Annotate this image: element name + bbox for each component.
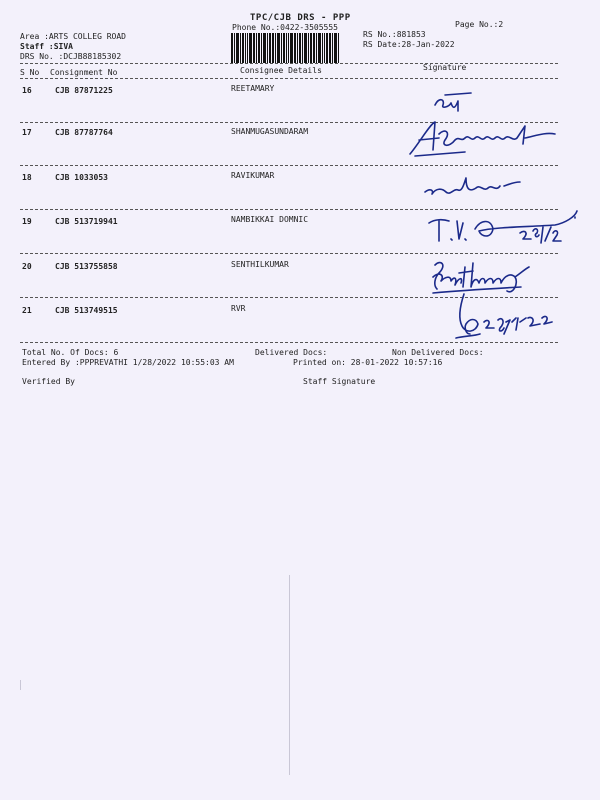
- row-consignee: REETAMARY: [231, 84, 275, 93]
- column-consignee: Consignee Details: [240, 66, 322, 75]
- staff-label: Staff :SIVA: [20, 42, 73, 51]
- signature-image: [425, 205, 585, 250]
- signature-image: [405, 112, 560, 162]
- scan-artifact: [20, 680, 21, 690]
- row-consignment: CJB 87787764: [55, 128, 113, 137]
- area-label: Area :ARTS COLLEG ROAD: [20, 32, 126, 41]
- rs-date: RS Date:28-Jan-2022: [363, 40, 455, 49]
- row-consignment: CJB 513755858: [55, 262, 118, 271]
- column-consignment: Consignment No: [50, 68, 118, 77]
- signature-image: [425, 85, 495, 115]
- signature-image: [450, 288, 560, 343]
- signature-image: [420, 170, 525, 205]
- row-sno: 17: [22, 128, 32, 137]
- document-title: TPC/CJB DRS - PPP: [250, 13, 351, 23]
- staff-signature: Staff Signature: [303, 377, 376, 386]
- entered-by: Entered By :PPPREVATHI 1/28/2022 10:55:03 AM: [22, 358, 234, 367]
- non-delivered-docs: Non Delivered Docs:: [392, 348, 484, 357]
- row-consignment: CJB 513749515: [55, 306, 118, 315]
- row-consignee: NAMBIKKAI DOMNIC: [231, 215, 309, 224]
- page-number: Page No.:2: [455, 20, 504, 29]
- delivered-docs: Delivered Docs:: [255, 348, 328, 357]
- row-sno: 21: [22, 306, 32, 315]
- row-divider: [20, 165, 558, 166]
- column-signature: Signature: [423, 63, 467, 72]
- row-consignment: CJB 513719941: [55, 217, 118, 226]
- header-bottom-divider: [20, 78, 558, 79]
- footer-top-divider: [20, 342, 558, 343]
- scan-artifact: [289, 575, 290, 775]
- row-divider: [20, 253, 558, 254]
- row-consignment: CJB 1033053: [55, 173, 108, 182]
- verified-by: Verified By: [22, 377, 75, 386]
- rs-number: RS No.:881853: [363, 30, 426, 39]
- printed-on: Printed on: 28-01-2022 10:57:16: [293, 358, 443, 367]
- row-sno: 16: [22, 86, 32, 95]
- row-sno: 20: [22, 262, 32, 271]
- row-consignee: RAVIKUMAR: [231, 171, 275, 180]
- row-consignee: SHANMUGASUNDARAM: [231, 127, 309, 136]
- phone-number: Phone No.:0422-3505555: [232, 23, 338, 32]
- row-consignment: CJB 87871225: [55, 86, 113, 95]
- row-sno: 19: [22, 217, 32, 226]
- row-consignee: SENTHILKUMAR: [231, 260, 289, 269]
- header-top-divider: [20, 63, 558, 64]
- row-sno: 18: [22, 173, 32, 182]
- drs-number: DRS No. :DCJB88185302: [20, 52, 122, 61]
- row-consignee: RVR: [231, 304, 246, 313]
- column-sno: S No: [20, 68, 40, 77]
- total-docs: Total No. Of Docs: 6: [22, 348, 119, 357]
- barcode: [231, 33, 353, 63]
